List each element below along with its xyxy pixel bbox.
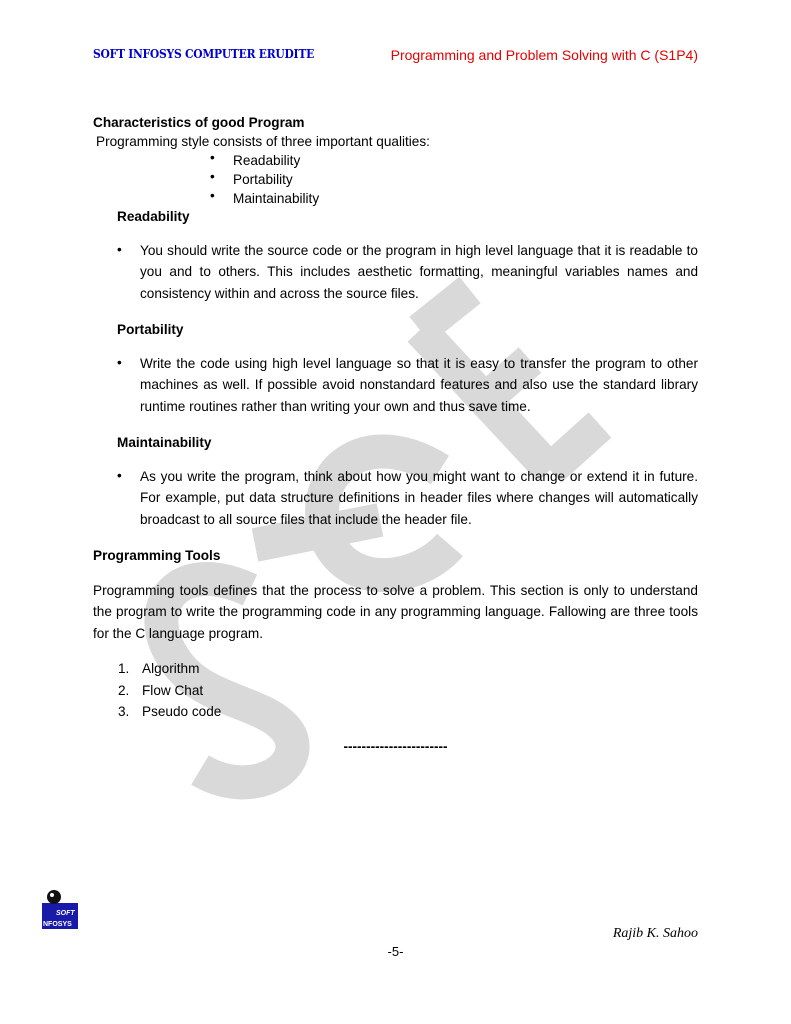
readability-heading: Readability [117,209,190,224]
tools-text: Programming tools defines that the process to solve a problem. This section is only to understand the program to write the programming code in any programming language. Fallowing are three tools for the C language program. [93,583,698,641]
list-number: 3. [118,704,130,719]
characteristics-heading: Characteristics of good Program [93,115,305,130]
author-signature: Rajib K. Sahoo [612,926,698,941]
tool-item: Algorithm [142,661,200,676]
bullet-icon: • [210,169,215,184]
soft-infosys-logo [40,887,80,933]
header-course-title: Programming and Problem Solving with C (S1P4) [390,47,698,63]
page-number: -5- [387,944,404,959]
maintainability-text: As you write the program, think about how you might want to change or extend it in future. For example, put data structure definitions in header files where changes will automatically broadcast to all source files that include the header file. [140,469,698,527]
quality-item: Portability [233,172,293,187]
bullet-icon: • [117,242,122,257]
readability-text: You should write the source code or the program in high level language that it is readable to you and to others. This includes aesthetic formatting, meaningful variables names and consistency within and across the source files. [140,243,698,301]
quality-item: Readability [233,153,301,168]
portability-text: Write the code using high level language so that it is easy to transfer the program to other machines as well. If possible avoid nonstandard features and also use the standard library runtime routines rather than writing your own and thus save time. [140,356,698,414]
quality-item: Maintainability [233,191,320,206]
bullet-icon: • [117,468,122,483]
bullet-icon: • [210,150,215,165]
section-separator: ----------------------- [343,739,448,754]
list-number: 2. [118,683,130,698]
header-org-name: SOFT INFOSYS COMPUTER ERUDITE [93,46,315,61]
portability-heading: Portability [117,322,184,337]
list-number: 1. [118,661,130,676]
logo-text-top: SOFT [56,910,75,917]
bullet-icon: • [210,188,215,203]
characteristics-intro: Programming style consists of three important qualities: [96,134,430,149]
maintainability-heading: Maintainability [117,435,212,450]
tool-item: Pseudo code [142,704,222,719]
tool-item: Flow Chat [142,683,204,698]
bullet-icon: • [117,355,122,370]
tools-heading: Programming Tools [93,548,221,563]
logo-text-bottom: NFOSYS [43,921,72,928]
